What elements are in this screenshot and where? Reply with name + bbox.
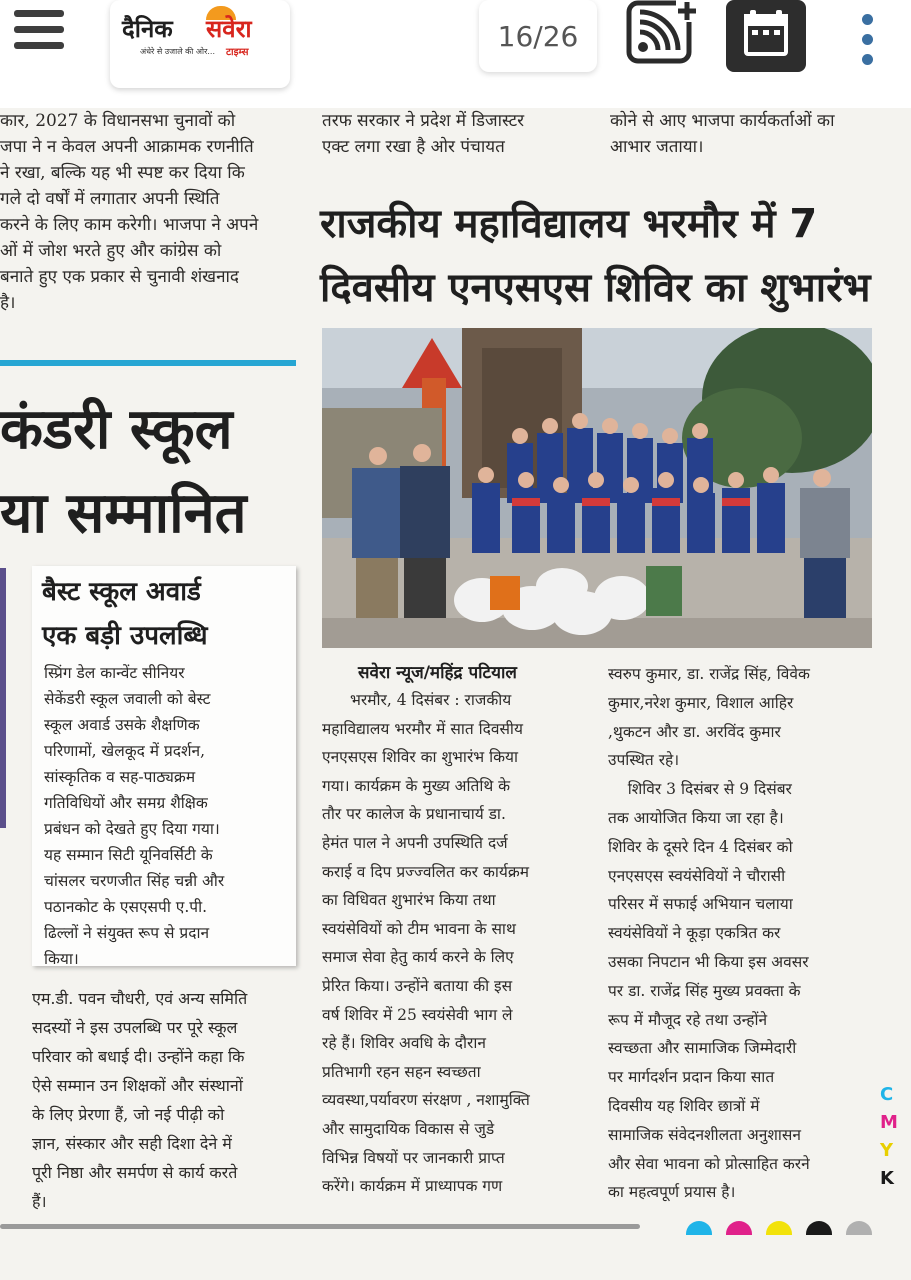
- cmyk-k: K: [880, 1168, 894, 1189]
- main-article-col2: स्वरुप कुमार, डा. राजेंद्र सिंह, विवेक कुमार,नरेश कुमार, विशाल आहिर ,थुकटन और डा. अरविंद कुमार उपस्थित रहे। शिविर 3 दिसंबर से 9 दिसंबर तक आयोजित किया जा रहा है। शिविर के दूसरे दिन 4 दिसंबर को एनएसएस स्वयंसेवियों ने चौरासी परिसर में सफाई अभियान चलाया स्वयंसेवियों ने कूड़ा एकत्रित कर उसका निपटान भी किया इस अवसर पर डा. राजेंद्र सिंह मुख्य प्रवक्ता के रूप में मौजूद रहे तथा उन्होंने स्वच्छता और सामाजिक जिम्मेदारी पर मार्गदर्शन प्रदान किया सात दिवसीय यह शिविर छात्रों में सामाजिक संवेदनशीलता अनुशासन और सेवा भावना को प्रोत्साहित करने का महत्वपूर्ण प्रयास है।: [608, 665, 810, 1202]
- cmyk-c: C: [880, 1084, 894, 1105]
- main-article-col1: भरमौर, 4 दिसंबर : राजकीय महाविद्यालय भरमौर में सात दिवसीय एनएसएस शिविर का शुभारंभ किया गया। कार्यक्रम के मुख्य अतिथि के तौर पर कालेज के प्रधानाचार्य डा. हेमंत पाल ने अपनी उपस्थिति दर्ज कराई व दिप प्रज्ज्वलित कर कार्यक्रम का विधिवत शुभारंभ किया तथा स्वयंसेवियों को टीम भावना के साथ समाज सेवा हेतु कार्य करने के लिए प्रेरित किया। उन्होंने बताया की इस वर्ष शिविर में 25 स्वयंसेवी भाग ले रहे हैं। शिविर अवधि के दौरान प्रतिभागी रहन सहन स्वच्छता व्यवस्था,पर्यावरण संरक्षण , नशामुक्ति और सामुदायिक विकास से जुडे विभिन्न विषयों पर जानकारी प्राप्त करेंगे। कार्यक्रम में प्राध्यापक गण: [322, 691, 530, 1196]
- logo-primary: दैनिक: [122, 15, 173, 43]
- left-headline: कंडरी स्कूल या सम्मानित: [0, 397, 247, 546]
- menu-icon[interactable]: [14, 10, 64, 50]
- article-left-bottom: एम.डी. पवन चौधरी, एवं अन्य समिति सदस्यों ने इस उपलब्धि पर पूरे स्कूल परिवार को बधाई दी। उन्होंने कहा कि ऐसे सम्मान उन शिक्षकों और संस्थानों के लिए प्रेरणा हैं, जो नई पीढ़ी को ज्ञान, संस्कार और सही दिशा देने में पूरी निष्ठा और समर्पण से कार्य करते हैं।: [32, 989, 248, 1211]
- logo-tagline: अंधेरे से उजाले की ओर...: [140, 47, 216, 56]
- logo-suffix: टाइम्स: [226, 47, 249, 58]
- nss-group-photo: [322, 328, 872, 648]
- cmyk-y: Y: [880, 1140, 894, 1161]
- award-box: [32, 566, 296, 966]
- rss-icon[interactable]: [626, 0, 698, 64]
- newspaper-logo[interactable]: [110, 0, 290, 88]
- article-left-top: कार, 2027 के विधानसभा चुनावों को जपा ने न केवल अपनी आक्रामक रणनीति ने रखा, बल्कि यह भी स्पष्ट कर दिया कि गले दो वर्षों में लगातार अपनी स्थिति करने के लिए काम करेगी। भाजपा ने अपने ओं में जोश भरते हुए और कांग्रेस को बनाते हुए एक प्रकार से चुनावी शंखनाद है।: [0, 111, 259, 313]
- article-byline: सवेरा न्यूज/महिंद्र पटियाल: [358, 663, 517, 683]
- logo-secondary: सवेरा: [206, 15, 252, 43]
- newspaper-page[interactable]: [0, 108, 911, 1226]
- main-headline: राजकीय महाविद्यालय भरमौर में 7 दिवसीय एनएसएस शिविर का शुभारंभ: [320, 201, 871, 311]
- cropped-image-strip: [0, 568, 6, 828]
- award-box-title: बैस्ट स्कूल अवार्ड एक बड़ी उपलब्धि: [42, 577, 208, 651]
- horizontal-scrollbar[interactable]: [0, 1224, 640, 1229]
- app-toolbar: [0, 0, 911, 108]
- section-separator: [0, 360, 296, 366]
- more-vertical-icon[interactable]: [858, 14, 878, 68]
- page-indicator-button[interactable]: 16/26: [479, 0, 597, 72]
- calendar-icon[interactable]: [726, 0, 806, 72]
- article-mid-top: तरफ सरकार ने प्रदेश में डिजास्टर एक्ट लगा रखा है ओर पंचायत: [322, 111, 525, 157]
- award-box-text: स्प्रिंग डेल कान्वेंट सीनियर सेकेंडरी स्कूल जवाली को बेस्ट स्कूल अवार्ड उसके शैक्षणिक परिणामों, खेलकूद में प्रदर्शन, सांस्कृतिक व सह-पाठ्यक्रम गतिविधियों और समग्र शैक्षिक प्रबंधन को देखते हुए दिया गया। यह सम्मान सिटी यूनिवर्सिटी के चांसलर चरणजीत सिंह चन्नी और पठानकोट के एसएसपी ए.पी. ढिल्लों ने संयुक्त रूप से प्रदान किया।: [44, 664, 225, 968]
- article-right-top: कोने से आए भाजपा कार्यकर्ताओं का आभार जताया।: [610, 111, 835, 157]
- cmyk-m: M: [880, 1112, 898, 1133]
